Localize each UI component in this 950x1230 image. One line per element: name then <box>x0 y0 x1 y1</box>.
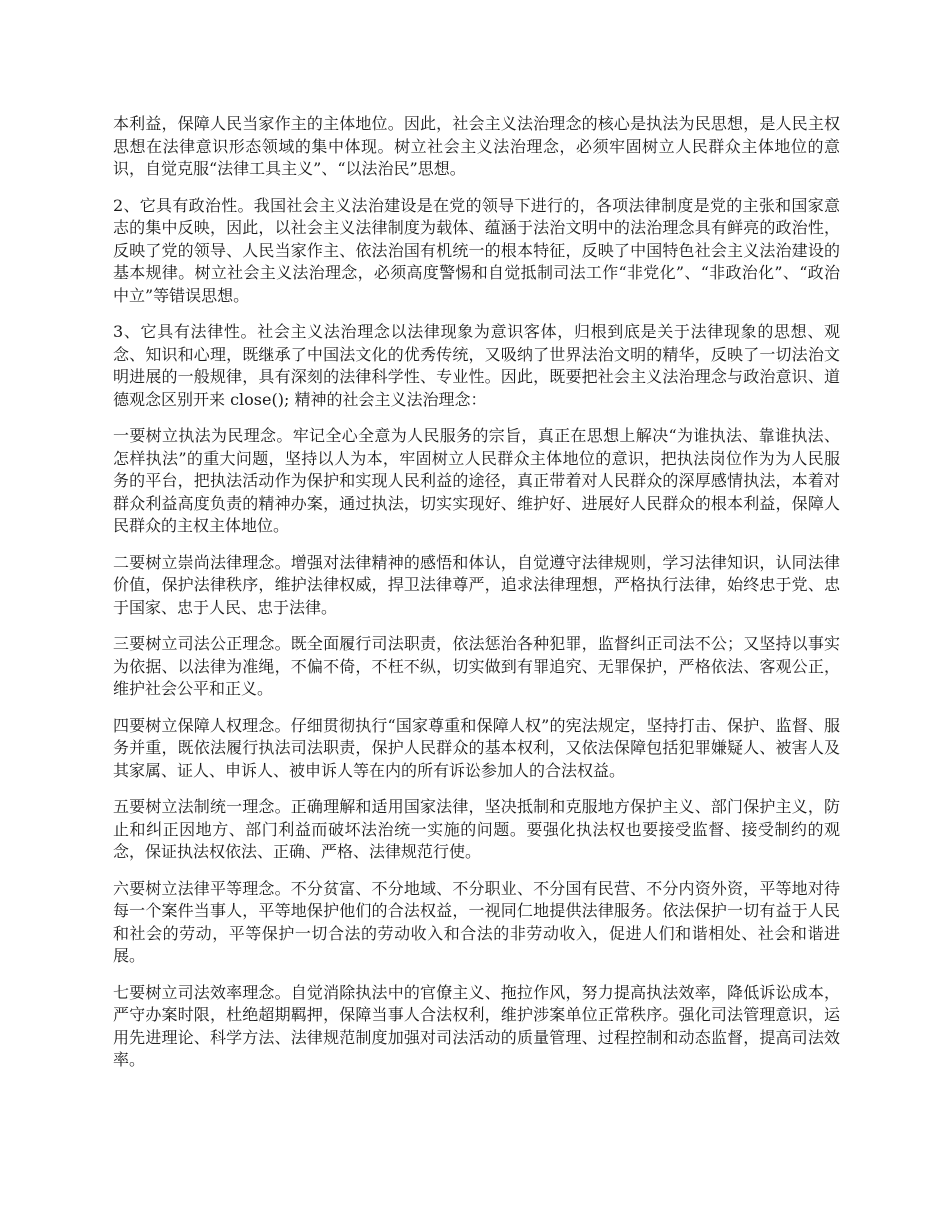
paragraph-3: 3、它具有法律性。社会主义法治理念以法律现象为意识客体，归根到底是关于法律现象的思想、观念、知识和心理，既继承了中国法文化的优秀传统，又吸纳了世界法治文明的精华，反映了一切法治文明进展的一般规律，具有深刻的法律科学性、专业性。因此，既要把社会主义法治理念与政治意识、道德观念区别开来 close(); 精神的社会主义法治理念： <box>113 322 840 409</box>
paragraph-9: 六要树立法律平等理念。不分贫富、不分地域、不分职业、不分国有民营、不分内资外资，平等地对待每一个案件当事人，平等地保护他们的合法权益，一视同仁地提供法律服务。依法保护一切有益于人民和社会的劳动，平等保护一切合法的劳动收入和合法的非劳动收入，促进人们和谐相处、社会和谐进展。 <box>113 878 840 965</box>
document-page <box>113 113 840 1086</box>
paragraph-7: 四要树立保障人权理念。仔细贯彻执行“国家尊重和保障人权”的宪法规定，坚持打击、保护、监督、服务并重，既依法履行执法司法职责，保护人民群众的基本权利，又依法保障包括犯罪嫌疑人、被害人及其家属、证人、申诉人、被申诉人等在内的所有诉讼参加人的合法权益。 <box>113 715 840 780</box>
paragraph-2: 2、它具有政治性。我国社会主义法治建设是在党的领导下进行的，各项法律制度是党的主张和国家意志的集中反映，因此，以社会主义法律制度为载体、蕴涵于法治文明中的法治理念具有鲜亮的政治性，反映了党的领导、人民当家作主、依法治国有机统一的根本特征，反映了中国特色社会主义法治建设的基本规律。树立社会主义法治理念，必须高度警惕和自觉抵制司法工作“非党化”、“非政治化”、“政治中立”等错误思想。 <box>113 195 840 305</box>
paragraph-5: 二要树立崇尚法律理念。增强对法律精神的感悟和体认，自觉遵守法律规则，学习法律知识，认同法律价值，保护法律秩序，维护法律权威，捍卫法律尊严，追求法律理想，严格执行法律，始终忠于党、忠于国家、忠于人民、忠于法律。 <box>113 552 840 617</box>
paragraph-6: 三要树立司法公正理念。既全面履行司法职责，依法惩治各种犯罪，监督纠正司法不公；又坚持以事实为依据、以法律为准绳，不偏不倚，不枉不纵，切实做到有罪追究、无罪保护，严格依法、客观公正，维护社会公平和正义。 <box>113 634 840 698</box>
paragraph-8: 五要树立法制统一理念。正确理解和适用国家法律，坚决抵制和克服地方保护主义、部门保护主义，防止和纠正因地方、部门利益而破坏法治统一实施的问题。要强化执法权也要接受监督、接受制约的观念，保证执法权依法、正确、严格、法律规范行使。 <box>113 797 840 861</box>
paragraph-1: 本利益，保障人民当家作主的主体地位。因此，社会主义法治理念的核心是执法为民思想，是人民主权思想在法律意识形态领域的集中体现。树立社会主义法治理念，必须牢固树立人民群众主体地位的意识，自觉克服“法律工具主义”、“以法治民”思想。 <box>113 114 840 178</box>
paragraph-10: 七要树立司法效率理念。自觉消除执法中的官僚主义、拖拉作风，努力提高执法效率，降低诉讼成本，严守办案时限，杜绝超期羁押，保障当事人合法权利，维护涉案单位正常秩序。强化司法管理意识，运用先进理论、科学方法、法律规范制度加强对司法活动的质量管理、过程控制和动态监督，提高司法效率。 <box>113 982 840 1069</box>
paragraph-4: 一要树立执法为民理念。牢记全心全意为人民服务的宗旨，真正在思想上解决“为谁执法、靠谁执法、怎样执法”的重大问题，坚持以人为本，牢固树立人民群众主体地位的意识，把执法岗位作为为人民服务的平台，把执法活动作为保护和实现人民利益的途径，真正带着对人民群众的深厚感情执法，本着对群众利益高度负责的精神办案，通过执法，切实实现好、维护好、进展好人民群众的根本利益，保障人民群众的主权主体地位。 <box>113 426 840 535</box>
